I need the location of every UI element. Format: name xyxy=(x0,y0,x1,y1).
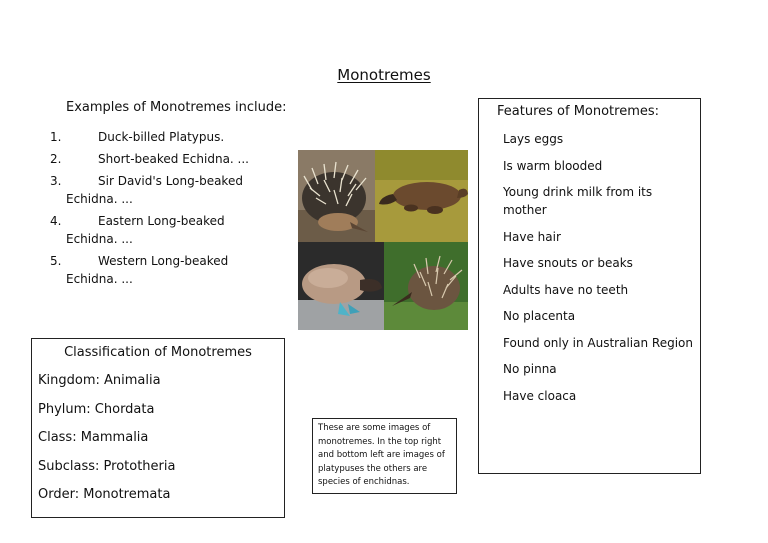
list-number: 4. xyxy=(50,214,62,228)
list-item-continuation: Echidna. ... xyxy=(66,192,133,206)
list-item xyxy=(48,252,288,288)
list-item: Young drink milk from its mother xyxy=(503,185,653,217)
features-box xyxy=(478,98,701,474)
platypus-photo xyxy=(298,242,384,330)
list-item xyxy=(48,212,288,248)
examples-list xyxy=(48,128,288,292)
list-item: No pinna xyxy=(503,362,557,376)
list-item: Have cloaca xyxy=(503,388,577,403)
list-item-text: Short-beaked Echidna. ... xyxy=(98,152,249,166)
list-number: 2. xyxy=(50,152,62,166)
classification-list xyxy=(38,372,175,515)
list-number: 3. xyxy=(50,174,62,188)
list-item-text: Western Long-beaked xyxy=(98,254,229,268)
list-item: Subclass: Prototheria xyxy=(38,458,176,474)
features-heading: Features of Monotremes: xyxy=(497,104,660,119)
page-title: Monotremes xyxy=(337,66,431,84)
list-item: Lays eggs xyxy=(503,132,564,146)
echidna-photo xyxy=(298,150,375,242)
classification-box xyxy=(31,338,285,518)
list-number: 1. xyxy=(50,130,62,144)
platypus-photo xyxy=(375,150,468,242)
features-list xyxy=(503,130,699,413)
classification-heading: Classification of Monotremes xyxy=(64,345,252,360)
photo-grid xyxy=(298,150,468,330)
list-item xyxy=(48,150,288,168)
list-item: Adults have no teeth xyxy=(503,282,629,297)
list-item: Phylum: Chordata xyxy=(38,401,155,417)
list-item: Have snouts or beaks xyxy=(503,256,633,270)
list-item: Found only in Australian Region xyxy=(503,335,693,350)
list-item-continuation: Echidna. ... xyxy=(66,232,133,246)
list-item: Order: Monotremata xyxy=(38,487,171,502)
list-item: No placenta xyxy=(503,309,576,323)
list-item-text: Eastern Long-beaked xyxy=(98,214,225,228)
examples-heading: Examples of Monotremes include: xyxy=(66,100,287,115)
list-item-text: Sir David's Long-beaked xyxy=(98,174,243,188)
list-item: Kingdom: Animalia xyxy=(38,373,161,388)
image-caption: These are some images of monotremes. In the top right and bottom left are images of platypuses the others are species of enchidnas. xyxy=(312,418,457,494)
list-item: Is warm blooded xyxy=(503,158,603,173)
list-item: Class: Mammalia xyxy=(38,430,149,445)
list-number: 5. xyxy=(50,254,62,268)
list-item xyxy=(48,172,288,208)
echidna-photo xyxy=(384,242,468,330)
list-item xyxy=(48,128,288,146)
list-item: Have hair xyxy=(503,229,561,244)
list-item-continuation: Echidna. ... xyxy=(66,272,133,286)
list-item-text: Duck-billed Platypus. xyxy=(98,130,225,144)
